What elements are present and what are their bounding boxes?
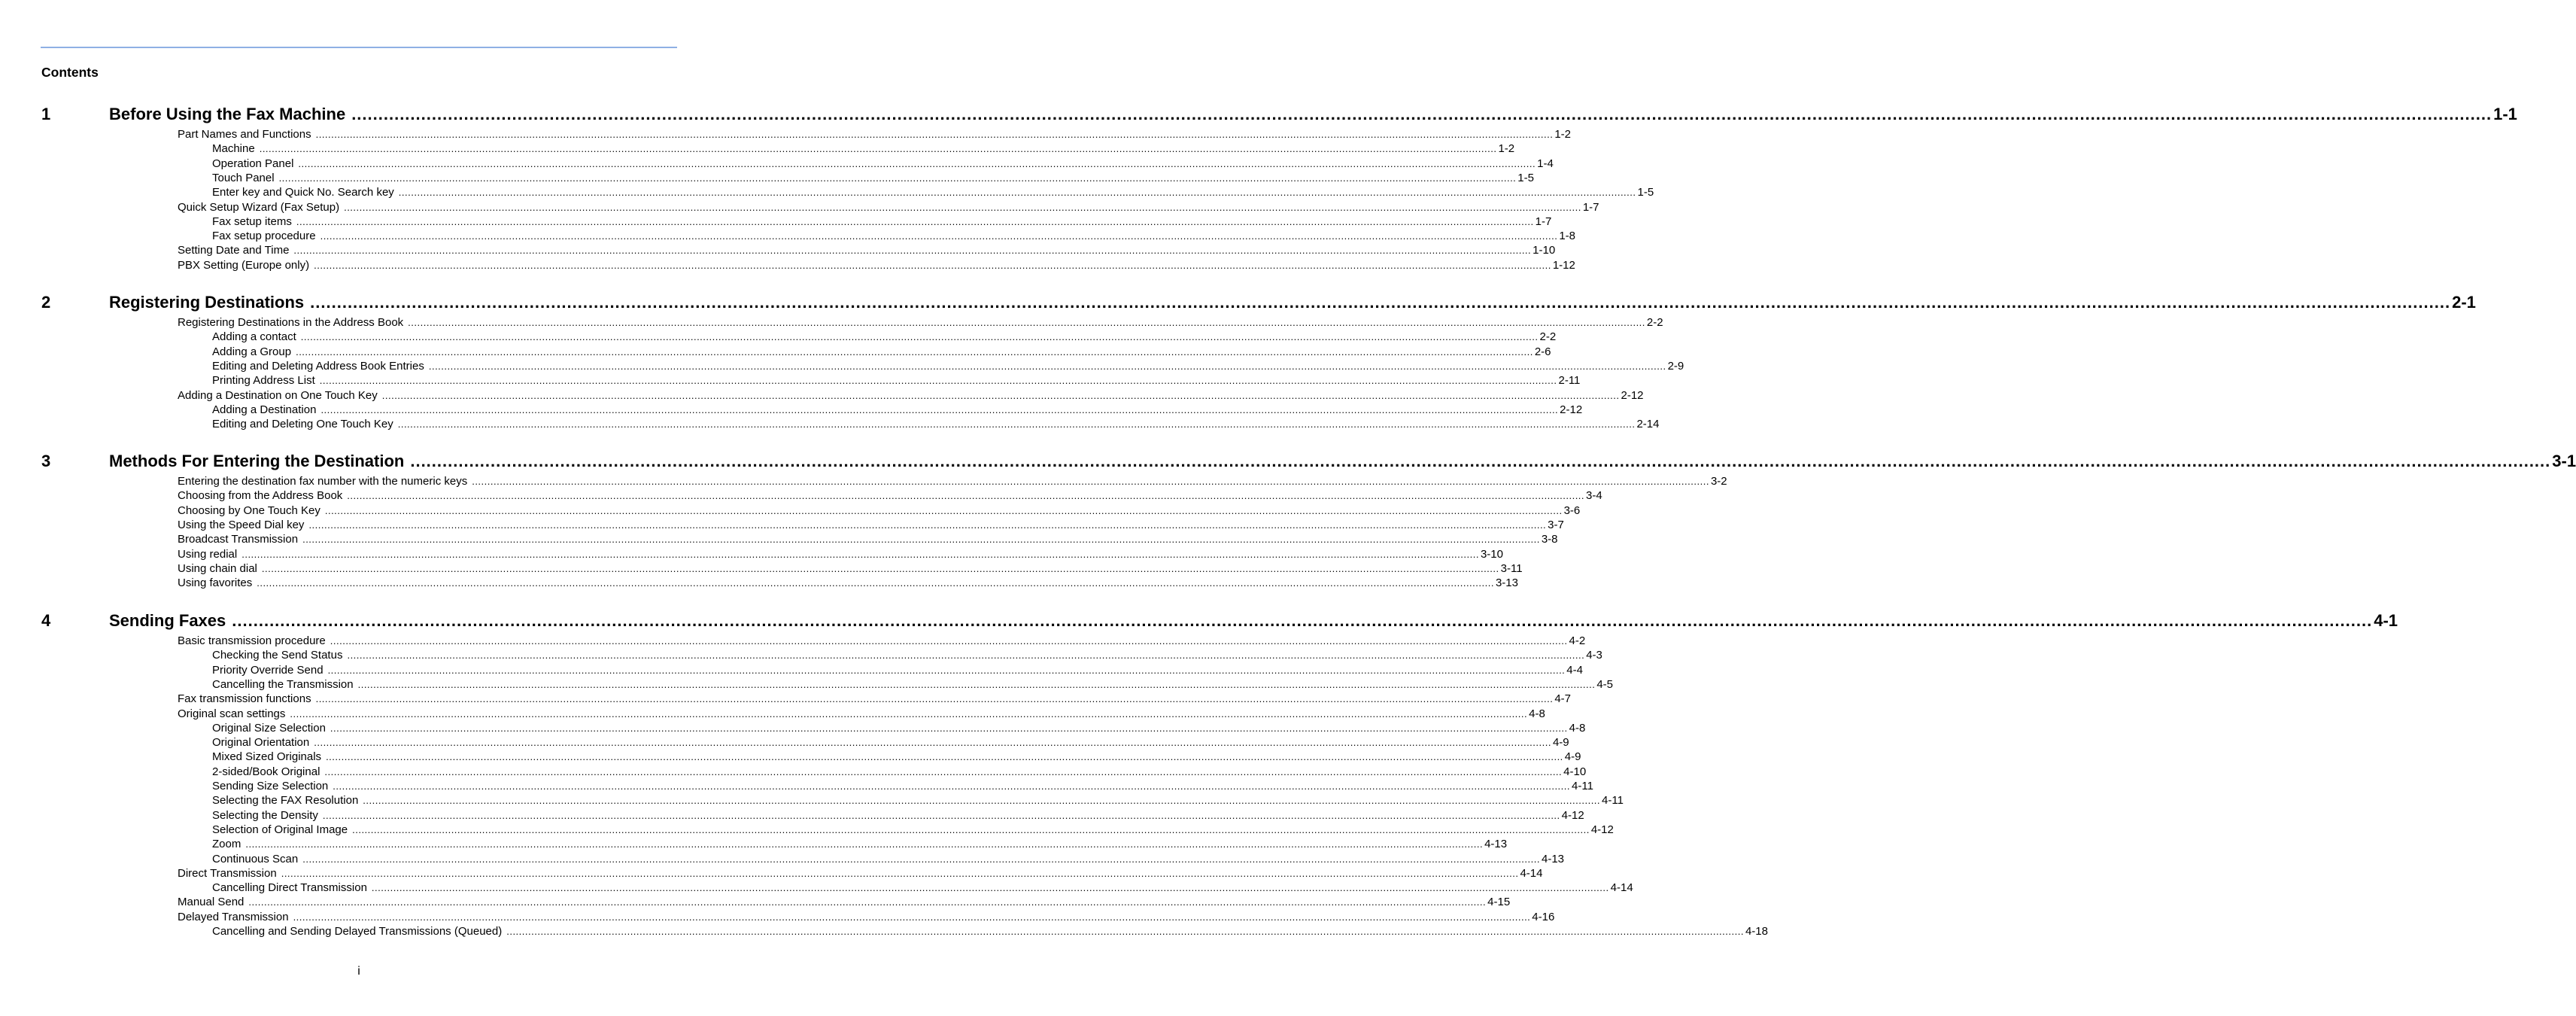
toc-subsection-entry[interactable] — [212, 808, 1584, 823]
toc-subsection-entry[interactable] — [212, 418, 1660, 432]
leader-dots: ................................................................................................................................................................................................................................................................................................................................................................................................................ — [298, 157, 1536, 169]
entry-title: Using favorites — [178, 576, 253, 590]
entry-title: Choosing from the Address Book — [178, 489, 343, 503]
entry-page: 1-2 — [1498, 142, 1515, 156]
leader-dots: ................................................................................................................................................................................................................................................................................................................................................................................................................ — [245, 838, 1484, 850]
toc-section-entry[interactable] — [178, 258, 1575, 273]
entry-title: Original scan settings — [178, 707, 286, 720]
chapter-heading[interactable] — [41, 611, 2398, 634]
toc-subsection-entry[interactable] — [212, 925, 1768, 939]
top-rule — [41, 47, 677, 48]
entry-page: 3-13 — [1495, 576, 1518, 590]
leader-dots: ................................................................................................................................................................................................................................................................................................................................................................................................................ — [281, 867, 1519, 879]
entry-page: 4-2 — [1569, 634, 1586, 647]
leader-dots: ................................................................................................................................................................................................................................................................................................................................................................................................................ — [278, 172, 1517, 184]
entry-page: 4-11 — [1602, 794, 1624, 808]
chapter-title: Registering Destinations — [109, 293, 305, 312]
entry-page: 4-14 — [1610, 881, 1633, 895]
chapter-page: 1-1 — [2493, 105, 2517, 123]
page-title: Contents — [41, 65, 99, 80]
entry-page: 3-7 — [1548, 518, 1564, 531]
entry-title: Direct Transmission — [178, 866, 277, 880]
leader-dots: ................................................................................................................................................................................................................................................................................................................................................................................................................ — [357, 678, 1596, 690]
leader-dots: ................................................................................................................................................................................................................................................................................................................................................................................................................ — [261, 562, 1499, 574]
entry-page: 2-14 — [1636, 418, 1660, 431]
chapter-number: 2 — [41, 293, 51, 312]
entry-page: 4-13 — [1484, 838, 1508, 851]
entry-page: 4-8 — [1529, 707, 1545, 720]
entry-title: Operation Panel — [212, 157, 294, 170]
toc-subsection-entry[interactable] — [212, 359, 1684, 374]
entry-title: Adding a Destination on One Touch Key — [178, 388, 378, 402]
toc-subsection-entry[interactable] — [212, 852, 1565, 867]
toc-section-entry[interactable] — [178, 388, 1644, 403]
entry-title: Editing and Deleting Address Book Entries — [212, 359, 424, 373]
toc-subsection-entry[interactable] — [212, 663, 1583, 678]
toc-section-entry[interactable] — [178, 503, 1581, 519]
leader-dots: ................................................................................................................................................................................................................................................................................................................................................................................................................ — [371, 882, 1609, 894]
entry-title: Delayed Transmission — [178, 910, 289, 923]
leader-dots: ................................................................................................................................................................................................................................................................................................................................................................................................................ — [326, 751, 1563, 763]
page-number: i — [357, 965, 360, 978]
leader-dots: ................................................................................................................................................................................................................................................................................................................................................................................................................ — [351, 105, 2492, 123]
chapter-title: Before Using the Fax Machine — [109, 105, 346, 123]
leader-dots: ................................................................................................................................................................................................................................................................................................................................................................................................................ — [330, 722, 1568, 734]
toc-section-entry[interactable] — [178, 707, 1545, 722]
chapter-heading[interactable] — [41, 452, 2576, 474]
leader-dots: ................................................................................................................................................................................................................................................................................................................................................................................................................ — [324, 504, 1563, 516]
entry-title: Part Names and Functions — [178, 128, 311, 141]
leader-dots: ................................................................................................................................................................................................................................................................................................................................................................................................................ — [363, 795, 1601, 807]
entry-page: 2-11 — [1558, 374, 1581, 388]
leader-dots: ................................................................................................................................................................................................................................................................................................................................................................................................................ — [315, 693, 1554, 705]
entry-page: 1-7 — [1535, 214, 1552, 228]
entry-page: 3-2 — [1710, 475, 1727, 488]
entry-title: Selecting the Density — [212, 808, 318, 822]
entry-page: 4-9 — [1564, 750, 1581, 764]
toc-section-entry[interactable] — [178, 576, 1518, 591]
entry-page: 2-9 — [1667, 359, 1684, 373]
entry-page: 4-15 — [1487, 896, 1511, 909]
leader-dots: ................................................................................................................................................................................................................................................................................................................................................................................................................ — [293, 245, 1532, 257]
toc-subsection-entry[interactable] — [212, 403, 1583, 418]
toc-section-entry[interactable] — [178, 128, 1572, 142]
entry-title: Adding a contact — [212, 330, 296, 344]
toc-section-entry[interactable] — [178, 547, 1503, 562]
leader-dots: ................................................................................................................................................................................................................................................................................................................................................................................................................ — [398, 187, 1636, 199]
entry-title: 2-sided/Book Original — [212, 765, 320, 778]
leader-dots: ................................................................................................................................................................................................................................................................................................................................................................................................................ — [300, 331, 1539, 343]
entry-page: 3-8 — [1541, 533, 1558, 546]
leader-dots: ................................................................................................................................................................................................................................................................................................................................................................................................................ — [310, 293, 2451, 312]
leader-dots: ................................................................................................................................................................................................................................................................................................................................................................................................................ — [302, 853, 1540, 865]
leader-dots: ................................................................................................................................................................................................................................................................................................................................................................................................................ — [322, 809, 1560, 821]
entry-title: Fax setup procedure — [212, 230, 316, 243]
entry-title: Enter key and Quick No. Search key — [212, 186, 394, 199]
entry-page: 4-10 — [1563, 765, 1587, 778]
entry-page: 4-18 — [1745, 925, 1768, 938]
leader-dots: ................................................................................................................................................................................................................................................................................................................................................................................................................ — [314, 259, 1551, 271]
entry-page: 4-8 — [1569, 721, 1586, 735]
entry-title: Quick Setup Wizard (Fax Setup) — [178, 200, 340, 214]
entry-title: Entering the destination fax number with the numeric keys — [178, 475, 468, 488]
toc-subsection-entry[interactable] — [212, 765, 1587, 780]
entry-page: 2-12 — [1621, 388, 1644, 402]
entry-title: Cancelling Direct Transmission — [212, 881, 367, 895]
leader-dots: ................................................................................................................................................................................................................................................................................................................................................................................................................ — [315, 129, 1554, 140]
entry-page: 1-4 — [1537, 157, 1554, 170]
toc-section-entry[interactable] — [178, 634, 1586, 649]
leader-dots: ................................................................................................................................................................................................................................................................................................................................................................................................................ — [242, 548, 1479, 560]
leader-dots: ................................................................................................................................................................................................................................................................................................................................................................................................................ — [410, 452, 2551, 470]
toc-section-entry[interactable] — [178, 200, 1599, 215]
entry-page: 4-11 — [1572, 780, 1593, 792]
entry-title: Zoom — [212, 838, 242, 851]
toc-subsection-entry[interactable] — [212, 649, 1602, 663]
entry-title: Setting Date and Time — [178, 244, 290, 257]
entry-page: 1-8 — [1559, 230, 1575, 243]
toc-section-entry[interactable] — [178, 533, 1558, 547]
entry-page: 2-6 — [1534, 345, 1551, 358]
entry-title: Adding a Destination — [212, 403, 317, 416]
chapter-page: 4-1 — [2374, 611, 2398, 630]
toc-subsection-entry[interactable] — [212, 186, 1654, 200]
chapter-title: Sending Faxes — [109, 611, 226, 630]
toc-subsection-entry[interactable] — [212, 230, 1575, 244]
entry-title: Selecting the FAX Resolution — [212, 794, 359, 808]
leader-dots: ................................................................................................................................................................................................................................................................................................................................................................................................................ — [314, 737, 1551, 749]
entry-title: Manual Send — [178, 896, 245, 909]
entry-page: 2-12 — [1560, 403, 1583, 416]
entry-page: 1-2 — [1554, 128, 1572, 141]
entry-page: 4-16 — [1532, 910, 1555, 923]
leader-dots: ................................................................................................................................................................................................................................................................................................................................................................................................................ — [296, 215, 1534, 227]
entry-title: Registering Destinations in the Address Book — [178, 316, 404, 329]
leader-dots: ................................................................................................................................................................................................................................................................................................................................................................................................................ — [381, 389, 1620, 401]
toc-section-entry[interactable] — [178, 910, 1555, 925]
entry-page: 1-7 — [1582, 200, 1599, 214]
toc-subsection-entry[interactable] — [212, 142, 1515, 157]
entry-page: 4-4 — [1566, 663, 1583, 677]
entry-page: 3-10 — [1480, 547, 1503, 561]
entry-title: Machine — [212, 142, 255, 156]
toc-subsection-entry[interactable] — [212, 330, 1557, 345]
chapter-page: 3-1 — [2552, 452, 2576, 470]
toc-section-entry[interactable] — [178, 866, 1543, 881]
toc-section-entry[interactable] — [178, 896, 1511, 910]
chapter-number: 4 — [41, 611, 51, 630]
leader-dots: ................................................................................................................................................................................................................................................................................................................................................................................................................ — [302, 534, 1540, 546]
entry-title: Cancelling and Sending Delayed Transmissions (Queued) — [212, 925, 503, 938]
entry-page: 4-14 — [1520, 866, 1543, 880]
entry-title: Continuous Scan — [212, 852, 299, 865]
leader-dots: ................................................................................................................................................................................................................................................................................................................................................................................................................ — [344, 201, 1581, 213]
entry-title: Checking the Send Status — [212, 649, 343, 662]
leader-dots: ................................................................................................................................................................................................................................................................................................................................................................................................................ — [308, 519, 1547, 531]
toc-section-entry[interactable] — [178, 475, 1727, 489]
toc-section-entry[interactable] — [178, 316, 1663, 330]
leader-dots: ................................................................................................................................................................................................................................................................................................................................................................................................................ — [506, 926, 1744, 937]
chapter-heading[interactable] — [41, 293, 2476, 315]
chapter-number: 1 — [41, 105, 51, 123]
entry-page: 2-2 — [1646, 316, 1663, 329]
entry-title: Using chain dial — [178, 561, 257, 575]
entry-title: Using the Speed Dial key — [178, 518, 305, 531]
toc-section-entry[interactable] — [178, 518, 1564, 533]
entry-page: 4-13 — [1541, 852, 1565, 865]
entry-page: 4-3 — [1586, 649, 1602, 662]
entry-page: 4-9 — [1552, 736, 1569, 750]
entry-title: Choosing by One Touch Key — [178, 503, 320, 517]
entry-title: Fax transmission functions — [178, 692, 311, 706]
leader-dots: ................................................................................................................................................................................................................................................................................................................................................................................................................ — [257, 577, 1494, 589]
entry-title: Touch Panel — [212, 171, 275, 184]
toc-subsection-entry[interactable] — [212, 780, 1593, 794]
toc-section-entry[interactable] — [178, 561, 1523, 576]
entry-title: Original Size Selection — [212, 721, 326, 735]
entry-page: 4-12 — [1561, 808, 1584, 822]
leader-dots: ................................................................................................................................................................................................................................................................................................................................................................................................................ — [347, 649, 1585, 662]
entry-title: PBX Setting (Europe only) — [178, 258, 310, 272]
leader-dots: ................................................................................................................................................................................................................................................................................................................................................................................................................ — [327, 664, 1566, 676]
toc-subsection-entry[interactable] — [212, 157, 1554, 172]
entry-title: Editing and Deleting One Touch Key — [212, 418, 393, 431]
entry-page: 3-4 — [1586, 489, 1602, 503]
chapter-title: Methods For Entering the Destination — [109, 452, 405, 470]
leader-dots: ................................................................................................................................................................................................................................................................................................................................................................................................................ — [290, 707, 1528, 719]
entry-page: 4-7 — [1554, 692, 1571, 706]
entry-page: 4-12 — [1590, 823, 1614, 836]
toc-subsection-entry[interactable] — [212, 374, 1581, 388]
toc-subsection-entry[interactable] — [212, 794, 1624, 808]
toc-subsection-entry[interactable] — [212, 823, 1614, 838]
leader-dots: ................................................................................................................................................................................................................................................................................................................................................................................................................ — [472, 476, 1709, 487]
entry-page: 1-5 — [1637, 186, 1654, 199]
entry-title: Mixed Sized Originals — [212, 750, 322, 764]
leader-dots: ................................................................................................................................................................................................................................................................................................................................................................................................................ — [428, 360, 1666, 372]
leader-dots: ................................................................................................................................................................................................................................................................................................................................................................................................................ — [347, 490, 1585, 502]
entry-title: Basic transmission procedure — [178, 634, 326, 647]
leader-dots: ................................................................................................................................................................................................................................................................................................................................................................................................................ — [296, 345, 1533, 357]
toc-subsection-entry[interactable] — [212, 838, 1508, 852]
entry-title: Using redial — [178, 547, 238, 561]
entry-page: 3-11 — [1500, 561, 1523, 575]
entry-page: 3-6 — [1563, 503, 1581, 517]
leader-dots: ................................................................................................................................................................................................................................................................................................................................................................................................................ — [408, 317, 1645, 328]
entry-page: 1-10 — [1533, 244, 1556, 257]
entry-title: Printing Address List — [212, 374, 315, 388]
toc-section-entry[interactable] — [178, 489, 1602, 503]
chapter-heading[interactable] — [41, 105, 2517, 127]
leader-dots: ................................................................................................................................................................................................................................................................................................................................................................................................................ — [232, 611, 2373, 630]
toc-subsection-entry[interactable] — [212, 750, 1581, 765]
toc-section-entry[interactable] — [178, 244, 1556, 258]
toc-subsection-entry[interactable] — [212, 171, 1534, 186]
entry-page: 1-12 — [1552, 258, 1575, 272]
entry-title: Sending Size Selection — [212, 780, 329, 792]
toc-subsection-entry[interactable] — [212, 721, 1586, 736]
chapter-page: 2-1 — [2452, 293, 2476, 312]
entry-page: 1-5 — [1517, 171, 1534, 184]
leader-dots: ................................................................................................................................................................................................................................................................................................................................................................................................................ — [320, 403, 1559, 415]
entry-title: Cancelling the Transmission — [212, 677, 354, 691]
toc-subsection-entry[interactable] — [212, 736, 1569, 750]
leader-dots: ................................................................................................................................................................................................................................................................................................................................................................................................................ — [293, 911, 1531, 923]
leader-dots: ................................................................................................................................................................................................................................................................................................................................................................................................................ — [259, 143, 1497, 155]
entry-title: Fax setup items — [212, 214, 292, 228]
entry-title: Original Orientation — [212, 736, 310, 750]
leader-dots: ................................................................................................................................................................................................................................................................................................................................................................................................................ — [397, 418, 1636, 430]
toc-section-entry[interactable] — [178, 692, 1571, 707]
entry-title: Priority Override Send — [212, 663, 324, 677]
entry-page: 4-5 — [1596, 677, 1614, 691]
entry-title: Selection of Original Image — [212, 823, 348, 836]
entry-page: 2-2 — [1539, 330, 1557, 344]
entry-title: Adding a Group — [212, 345, 292, 358]
leader-dots: ................................................................................................................................................................................................................................................................................................................................................................................................................ — [352, 823, 1590, 835]
leader-dots: ................................................................................................................................................................................................................................................................................................................................................................................................................ — [319, 375, 1557, 387]
leader-dots: ................................................................................................................................................................................................................................................................................................................................................................................................................ — [320, 230, 1558, 242]
toc-subsection-entry[interactable] — [212, 214, 1552, 230]
entry-title: Broadcast Transmission — [178, 533, 299, 546]
leader-dots: ................................................................................................................................................................................................................................................................................................................................................................................................................ — [248, 896, 1487, 908]
leader-dots: ................................................................................................................................................................................................................................................................................................................................................................................................................ — [324, 765, 1563, 777]
toc-subsection-entry[interactable] — [212, 677, 1614, 692]
toc-subsection-entry[interactable] — [212, 881, 1633, 896]
leader-dots: ................................................................................................................................................................................................................................................................................................................................................................................................................ — [330, 635, 1568, 646]
toc-subsection-entry[interactable] — [212, 345, 1551, 360]
leader-dots: ................................................................................................................................................................................................................................................................................................................................................................................................................ — [333, 780, 1571, 792]
chapter-number: 3 — [41, 452, 51, 470]
